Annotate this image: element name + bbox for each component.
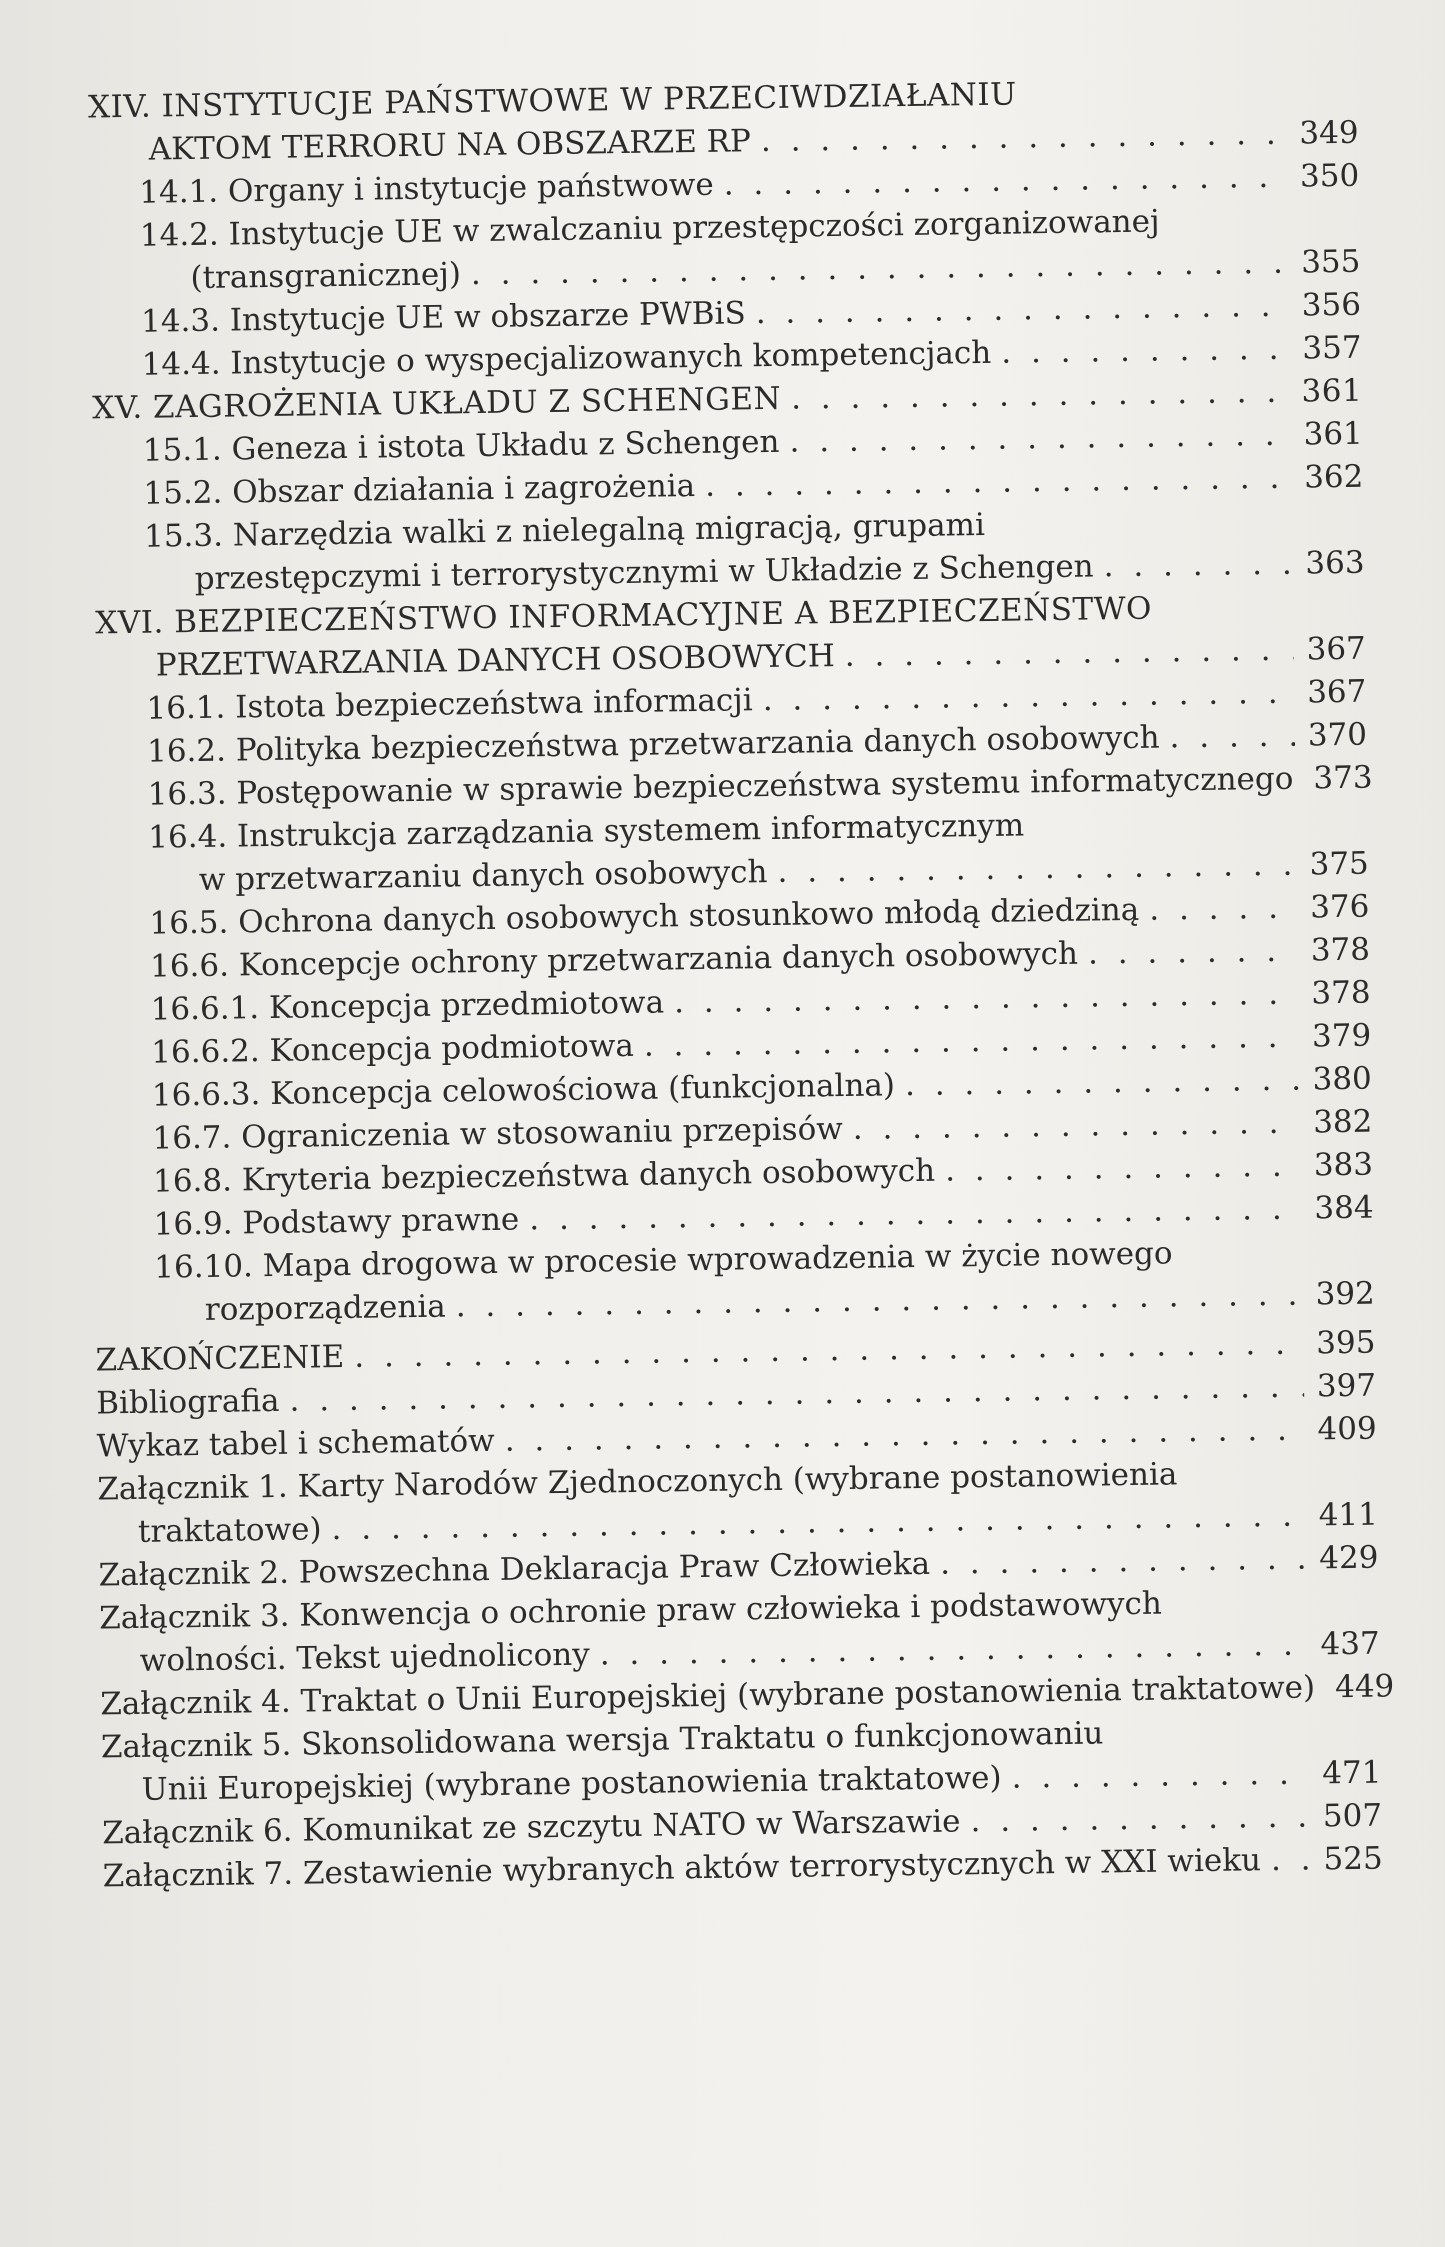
leader-dots: [1088, 930, 1299, 976]
toc-page-number: 437: [1320, 1625, 1380, 1663]
toc-entry-title-line-1: Załącznik 1. Karty Narodów Zjednoczonych (wybrane postanowienia: [97, 1456, 1178, 1508]
toc-page-number: 411: [1318, 1496, 1379, 1534]
toc-entry-title-line-1: 16.10. Mapa drogowa w procesie wprowadzenia w życie nowego: [154, 1235, 1173, 1286]
toc-page-number: 349: [1299, 114, 1359, 152]
leader-dots: [1001, 328, 1290, 375]
toc-page-number: 357: [1302, 329, 1362, 367]
toc-page-number: 429: [1319, 1539, 1379, 1577]
toc-page-number: 362: [1303, 458, 1364, 496]
toc-entry-title: 16.5. Ochrona danych osobowych stosunkowo młodą dziedziną: [149, 891, 1140, 942]
toc-page-number: 361: [1303, 415, 1364, 453]
toc-entry-title: Wykaz tabel i schematów: [96, 1422, 495, 1465]
toc-entry-title: ZAKOŃCZENIE: [95, 1338, 345, 1379]
toc-entry-title: 14.3. Instytucje UE w obszarze PWBiS: [140, 295, 746, 340]
leader-dots: [791, 371, 1291, 421]
leader-dots: [945, 1145, 1301, 1193]
leader-dots: [1303, 758, 1304, 801]
toc-entry-title-line-2: Unii Europejskiej (wybrane postanowienia traktatowe): [141, 1759, 1002, 1808]
leader-dots: [940, 1538, 1307, 1586]
toc-entry-title-line-1: Załącznik 3. Konwencja o ochronie praw człowieka i podstawowych: [98, 1585, 1163, 1637]
toc-entry-title: 15.2. Obszar działania i zagrożenia: [143, 468, 696, 512]
toc-entry-title-line-2: traktatowe): [137, 1511, 322, 1550]
toc-entry-title-line-2: PRZETWARZANIA DANYCH OSOBOWYCH: [155, 638, 835, 684]
toc-page-number: 471: [1322, 1754, 1382, 1792]
toc-entry-title: 16.7. Ograniczenia w stosowaniu przepisów: [152, 1111, 844, 1157]
toc-entry-title-line-2: przestępczymi i terrorystycznymi w Układzie z Schengen: [194, 548, 1094, 598]
leader-dots: [1271, 1839, 1311, 1883]
toc-entry-title: Załącznik 2. Powszechna Deklaracja Praw Człowieka: [98, 1545, 931, 1594]
toc-entry-title: XV. ZAGROŻENIA UKŁADU Z SCHENGEN: [92, 380, 782, 427]
toc-entry-title-line-2: w przetwarzaniu danych osobowych: [198, 854, 768, 898]
toc-page-number: 397: [1316, 1367, 1377, 1405]
leader-dots: [1169, 715, 1295, 760]
toc-entry-title: Bibliografia: [95, 1382, 280, 1422]
toc-page-number: 378: [1310, 931, 1371, 969]
toc-page-number: 392: [1315, 1275, 1376, 1313]
toc-entry-15-3: [54, 499, 1365, 603]
toc-entry-title: 16.6.3. Koncepcja celowościowa (funkcjonalna): [151, 1067, 896, 1114]
toc-page-number: 379: [1311, 1017, 1372, 1055]
leader-dots: [761, 113, 1287, 163]
toc-page-number: 376: [1309, 888, 1370, 926]
toc-page-number: 363: [1305, 544, 1365, 582]
toc-entry-title-line-2: AKTOM TERRORU NA OBSZARZE RP: [148, 123, 752, 168]
toc-entry-title: 14.4. Instytucje o wyspecjalizowanych kompetencjach: [141, 334, 992, 383]
toc-page-number: 373: [1313, 759, 1373, 797]
toc-entry-title-line-1: 15.3. Narzędzia walki z nielegalną migracją, grupami: [143, 506, 986, 555]
toc-entry-title: 14.1. Organy i instytucje państwowe: [139, 166, 714, 211]
toc-page-number: 378: [1311, 974, 1371, 1012]
toc-entry-title-line-1: 16.4. Instrukcja zarządzania systemem informatycznym: [148, 807, 1025, 856]
toc-entry-title: Załącznik 4. Traktat o Unii Europejskiej (wybrane postanowienia traktatowe): [100, 1669, 1316, 1723]
toc-page-number: 409: [1317, 1410, 1377, 1448]
toc-entry-title-line-1: 14.2. Instytucje UE w zwalczaniu przestępczości zorganizowanej: [139, 203, 1160, 254]
leader-dots: [970, 1796, 1310, 1844]
toc-entry-title: 16.1. Istota bezpieczeństwa informacji: [146, 682, 753, 727]
leader-dots: [777, 844, 1297, 894]
toc-page-number: 383: [1313, 1146, 1374, 1184]
leader-dots: [789, 414, 1291, 464]
toc-entry-title: 16.9. Podstawy prawne: [153, 1201, 520, 1243]
toc-page-number: 356: [1301, 286, 1362, 324]
toc-entry-title: 16.6.1. Koncepcja przedmiotowa: [150, 984, 665, 1028]
leader-dots: [1149, 887, 1298, 932]
toc-entry-title: Załącznik 7. Zestawienie wybranych aktów terrorystycznych w XXI wieku: [102, 1842, 1262, 1895]
toc-entry-title-line-2: rozporządzenia: [204, 1288, 446, 1328]
toc-entry-title: 16.8. Kryteria bezpieczeństwa danych osobowych: [152, 1152, 936, 1200]
toc-entry-title-line-2: (transgranicznej): [190, 256, 462, 297]
toc-entry-title: 16.2. Polityka bezpieczeństwa przetwarzania danych osobowych: [146, 719, 1160, 770]
toc-page-number: 449: [1334, 1668, 1395, 1706]
toc-entry-title-line-1: Załącznik 5. Skonsolidowana wersja Traktatu o funkcjonowaniu: [100, 1715, 1104, 1766]
toc-page-number: 384: [1314, 1189, 1374, 1227]
leader-dots: [905, 1059, 1300, 1108]
toc-page-number: 382: [1312, 1103, 1373, 1141]
toc-entry-title: Załącznik 6. Komunikat ze szczytu NATO w Warszawie: [101, 1803, 961, 1852]
toc-entry-title-line-1: XIV. INSTYTUCJE PAŃSTWOWE W PRZECIWDZIAŁANIU: [87, 76, 1018, 126]
toc-page-number: 367: [1306, 673, 1367, 711]
toc-entry-title-line-1: XVI. BEZPIECZEŃSTWO INFORMACYJNE A BEZPIECZEŃSTWO: [95, 590, 1153, 642]
leader-dots: [1103, 543, 1293, 589]
toc-page-number: 525: [1323, 1840, 1383, 1878]
leader-dots: [723, 156, 1287, 207]
toc-page-number: 370: [1307, 716, 1368, 754]
toc-entry-title: 15.1. Geneza i istota Układu z Schengen: [142, 423, 780, 469]
toc-page-number: 355: [1300, 243, 1361, 281]
leader-dots: [1011, 1753, 1309, 1800]
leader-dots: [1325, 1666, 1326, 1709]
toc-page-number: 507: [1322, 1797, 1383, 1835]
toc-page-number: 350: [1299, 157, 1360, 195]
leader-dots: [852, 1102, 1300, 1151]
leader-dots: [762, 672, 1294, 722]
toc-entry-title: 16.6.2. Koncepcja podmiotowa: [151, 1027, 635, 1071]
leader-dots: [844, 629, 1294, 678]
toc-page-number: 361: [1301, 372, 1363, 410]
toc-entry-16-10: [64, 1230, 1375, 1334]
toc-page-number: 367: [1306, 630, 1367, 668]
toc-entry-title-line-2: wolności. Tekst ujednolicony: [139, 1636, 590, 1679]
toc-page-number: 375: [1309, 845, 1370, 883]
leader-dots: [705, 457, 1292, 508]
toc-entry-title: 16.3. Postępowanie w sprawie bezpieczeństwa systemu informatycznego: [147, 760, 1294, 813]
leader-dots: [755, 285, 1289, 335]
toc-entry-title: 16.6. Koncepcje ochrony przetwarzania danych osobowych: [149, 935, 1079, 985]
toc-page-number: 380: [1312, 1060, 1373, 1098]
table-of-contents: [48, 69, 1395, 1899]
toc-page-number: 395: [1316, 1324, 1376, 1362]
